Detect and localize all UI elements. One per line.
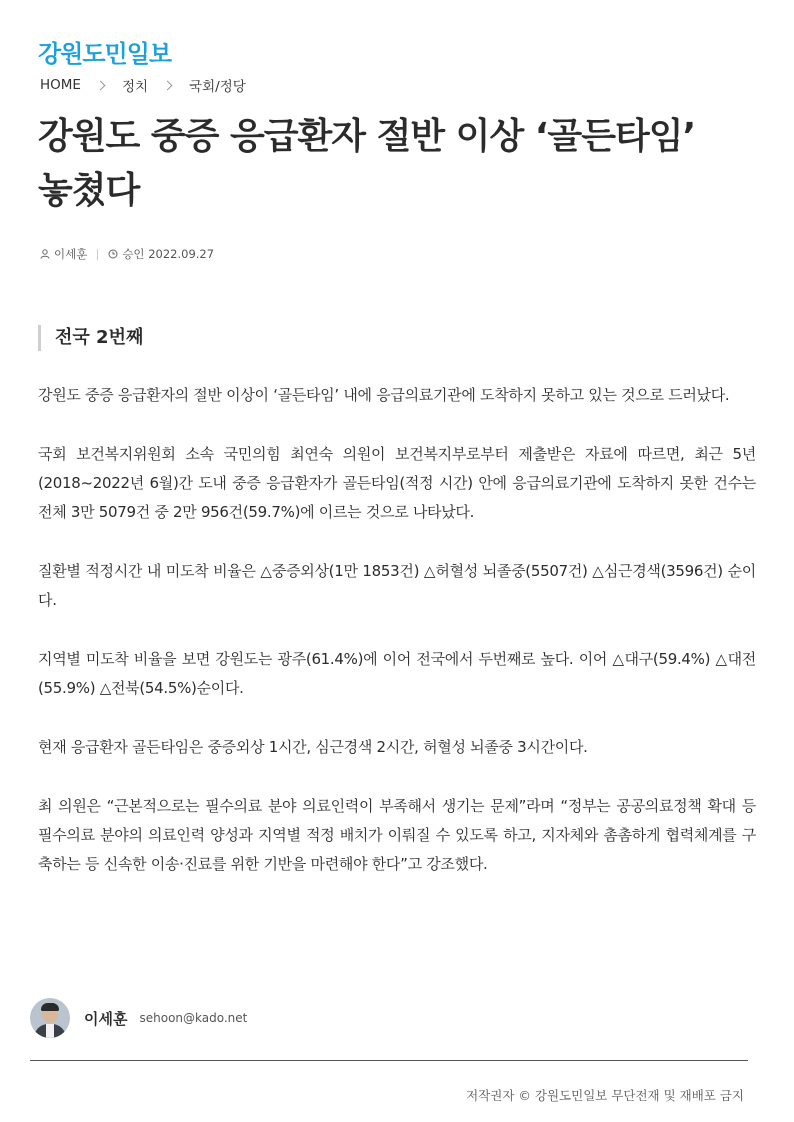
meta-author: 이세훈 — [54, 247, 88, 261]
chevron-right-icon — [163, 80, 173, 90]
article-paragraph: 최 의원은 “근본적으로는 필수의료 분야 의료인력이 부족해서 생기는 문제”라며 “정부는 공공의료정책 확대 등 필수의료 분야의 의료인력 양성과 지역별 적정 배치가 이뤄질 수 있도록 하고, 지자체와 촘촘하게 협력체계를 구축하는 등 신속한 이송·진료를 위한 기반을 마련해야 한다”고 강조했다. — [38, 797, 756, 873]
article-paragraph: 지역별 미도착 비율을 보면 강원도는 광주(61.4%)에 이어 전국에서 두번째로 높다. 이어 △대구(59.4%) △대전(55.9%) △전북(54.5%)순이다. — [38, 650, 756, 697]
chevron-right-icon — [96, 80, 106, 90]
avatar-hair — [41, 1003, 59, 1011]
meta-approved-label: 승인 — [122, 247, 145, 261]
breadcrumb-assembly[interactable]: 국회/정당 — [189, 79, 246, 95]
breadcrumb-home[interactable]: HOME — [40, 77, 81, 93]
avatar[interactable] — [30, 998, 70, 1038]
avatar-shirt — [46, 1024, 54, 1038]
article-title-line1: 강원도 중증 응급환자 절반 이상 ‘골든타임’ — [38, 116, 696, 157]
footer-divider — [30, 1060, 748, 1061]
article-title — [38, 110, 758, 218]
meta-divider — [97, 249, 98, 260]
article-meta — [40, 246, 214, 262]
article-body — [38, 381, 756, 909]
article-paragraph: 국회 보건복지위원회 소속 국민의힘 최연숙 의원이 보건복지부로부터 제출받은 자료에 따르면, 최근 5년(2018~2022년 6월)간 도내 중증 응급환자가 골든타임(적정 시간) 안에 응급의료기관에 도착하지 못한 건수는 전체 3만 5079건 중 2만 956건(59.7%)에 이르는 것으로 나타났다. — [38, 445, 756, 521]
article-paragraph: 질환별 적정시간 내 미도착 비율은 △중증외상(1만 1853건) △허혈성 뇌졸중(5507건) △심근경색(3596건) 순이다. — [38, 562, 756, 609]
author-email[interactable]: sehoon@kado.net — [139, 1011, 248, 1025]
site-logo[interactable]: 강원도민일보 — [38, 40, 172, 68]
copyright-notice: 저작권자 © 강원도민일보 무단전재 및 재배포 금지 — [466, 1088, 744, 1103]
article-paragraph: 강원도 중증 응급환자의 절반 이상이 ‘골든타임’ 내에 응급의료기관에 도착하지 못하고 있는 것으로 드러났다. — [38, 386, 730, 404]
author-box — [30, 998, 247, 1038]
user-icon — [40, 249, 50, 259]
article-subhead: 전국 2번째 — [38, 325, 143, 351]
article-paragraph: 현재 응급환자 골든타임은 중증외상 1시간, 심근경색 2시간, 허혈성 뇌졸중 3시간이다. — [38, 738, 588, 756]
meta-approved-date: 2022.09.27 — [148, 247, 215, 261]
breadcrumb-politics[interactable]: 정치 — [121, 79, 149, 95]
clock-icon — [108, 249, 118, 259]
article-title-line2: 놓쳤다 — [38, 170, 140, 211]
author-name[interactable]: 이세훈 — [84, 1009, 128, 1028]
breadcrumb — [40, 75, 246, 95]
